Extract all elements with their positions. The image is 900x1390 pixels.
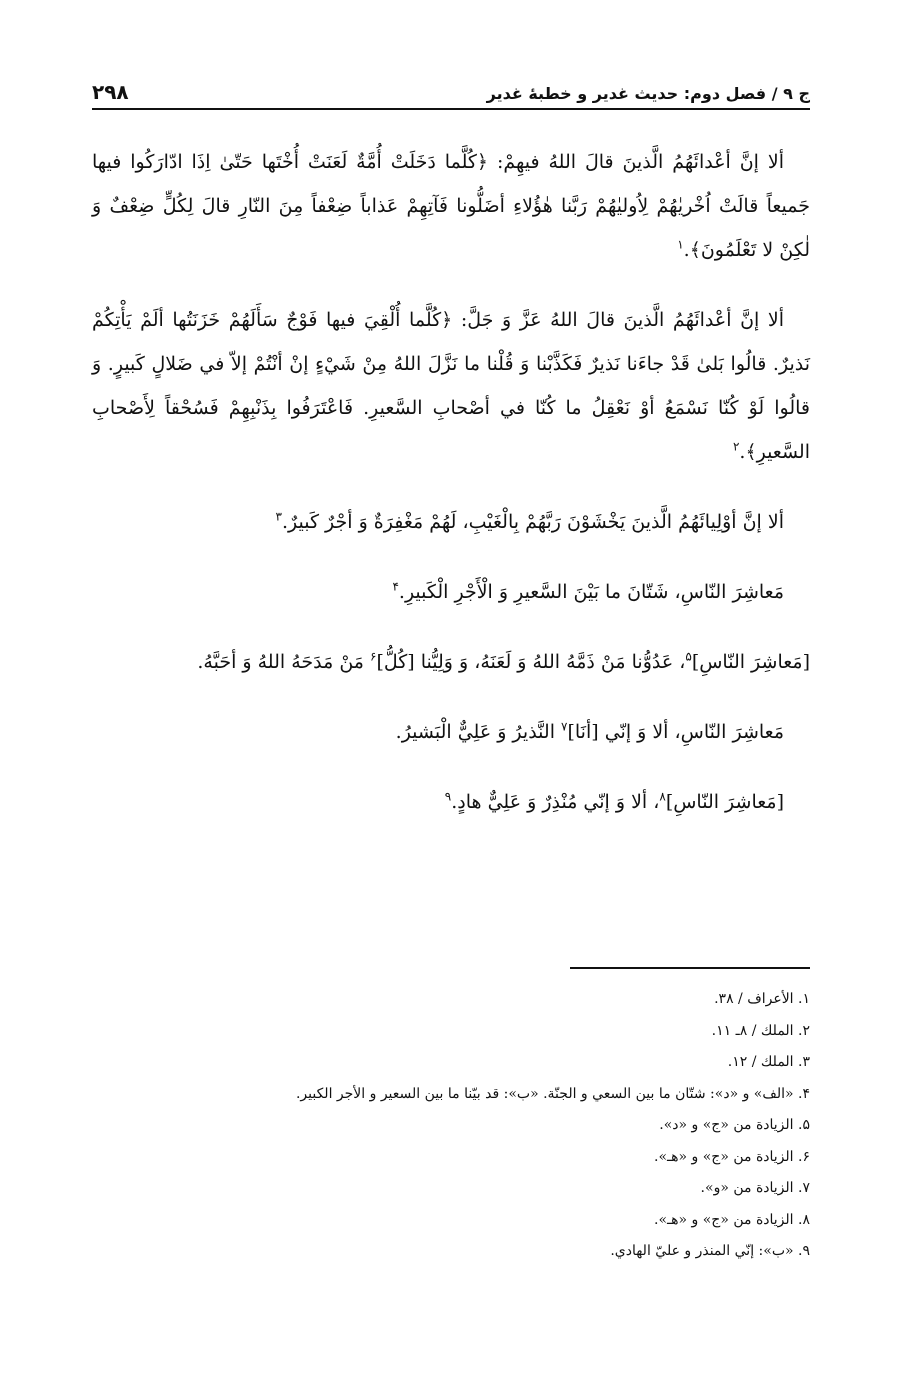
paragraph-5 xyxy=(92,640,810,684)
paragraph-2 xyxy=(92,298,810,474)
running-header xyxy=(92,70,810,110)
footnote-reference: ۵ xyxy=(685,649,692,664)
footnote: ۵. الزيادة من «ج» و «د». xyxy=(659,1117,810,1133)
paragraph-6 xyxy=(92,710,810,754)
page-number: ۲۹۸ xyxy=(92,80,129,104)
footnote: ٩. «ب»: إنّي المنذر و عليّ الهادي. xyxy=(610,1243,810,1259)
paragraph-text: مَعاشِرَ النّاسِ، شَتّانَ ما بَيْنَ السَّعيرِ وَ الْأَجْرِ الْكَبيرِ. xyxy=(398,581,784,603)
paragraph-text: ، عَدُوُّنا مَنْ ذَمَّهُ اللهُ وَ لَعَنَهُ، وَ وَلِيُّنا [كُلُّ] xyxy=(376,651,686,673)
footnote: ٨. الزيادة من «ج» و «هـ». xyxy=(654,1211,810,1228)
paragraph-text: [مَعاشِرَ النّاسِ] xyxy=(691,651,810,673)
footnote: ٢. الملك / ٨ـ ١١. xyxy=(711,1022,810,1039)
footnote-reference: ٢ xyxy=(732,439,740,454)
running-title: ج ۹ / فصل دوم: حديث غدير و خطبهٔ غدير xyxy=(486,84,810,103)
footnote-reference: ١ xyxy=(677,237,684,252)
footnote-reference: ٧ xyxy=(561,719,568,734)
footnote: ٣. الملك / ١٢. xyxy=(727,1054,810,1070)
footnote-reference: ٨ xyxy=(659,789,666,804)
paragraph-1 xyxy=(92,140,810,272)
footnote: ٧. الزيادة من «و». xyxy=(700,1180,810,1196)
footnote-reference: ٣ xyxy=(275,509,282,524)
footnote: ۴. «الف» و «د»: شتّان ما بين السعي و الجنّة. «ب»: قد بيّنا ما بين السعير و الأجر الكبير. xyxy=(295,1085,810,1102)
paragraph-4 xyxy=(92,570,810,614)
paragraph-text: مَعاشِرَ النّاسِ، ألا وَ إنّي [أنَا] xyxy=(567,721,784,743)
footnotes xyxy=(92,984,810,1268)
paragraph-text: ألا إنَّ أعْدائَهُمُ الَّذينَ قالَ اللهُ فيهِمْ: ﴿كُلَّما دَخَلَتْ أُمَّةٌ لَعَنَتْ أُخْتَها حَتّىٰ اِذَا ادّارَكُوا فيها جَميعاً قالَتْ اُخْريٰهُمْ لِاُوليٰهُمْ رَبَّنا هٰؤُلاءِ أضَلُّونا فَآتِهِمْ عَذاباً ضِعْفاً مِنَ النّارِ قالَ لِكُلٍّ ضِعْفٌ وَ لٰكِنْ لا تَعْلَمُونَ﴾. xyxy=(92,151,810,261)
paragraph-text: [مَعاشِرَ النّاسِ] xyxy=(665,791,784,813)
footnote-reference: ٩ xyxy=(444,789,452,804)
footnote-divider xyxy=(570,967,810,969)
paragraph-text: ، ألا وَ إنّي مُنْذِرٌ وَ عَلِيٌّ هادٍ. xyxy=(451,791,660,813)
footnote-reference: ۶ xyxy=(370,649,377,664)
paragraph-text: ألا إنَّ أوْلِيائَهُمُ الَّذينَ يَخْشَوْنَ رَبَّهُمْ بِالْغَيْبِ، لَهُمْ مَغْفِرَةٌ وَ أجْرٌ كَبيرٌ. xyxy=(281,511,784,533)
main-text xyxy=(92,140,810,850)
footnote: ١. الأعراف / ٣٨. xyxy=(714,991,810,1007)
footnote-reference: ۴ xyxy=(392,579,399,594)
book-page xyxy=(92,0,810,1390)
paragraph-text: ألا إنَّ أعْدائَهُمُ الَّذينَ قالَ اللهُ عَزَّ وَ جَلَّ: ﴿كُلَّما أُلْقِيَ فيها فَوْجٌ سَأَلَهُمْ خَزَنَتُها ألَمْ يَأْتِكُمْ نَذيرٌ. قالُوا بَلىٰ قَدْ جاءَنا نَذيرٌ فَكَذَّبْنا وَ قُلْنا ما نَزَّلَ اللهُ مِنْ شَيْ‌ءٍ إنْ أنْتُمْ إلاّ في ضَلالٍ كَبيرٍ. وَ قالُوا لَوْ كُنّا نَسْمَعُ أوْ نَعْقِلُ ما كُنّا في أصْحابِ السَّعيرِ. فَاعْتَرَفُوا بِذَنْبِهِمْ فَسُحْقاً لِأَصْحابِ السَّعيرِ﴾. xyxy=(92,309,810,463)
paragraph-7 xyxy=(92,780,810,824)
paragraph-text: النَّذيرُ وَ عَلِيٌّ الْبَشيرُ. xyxy=(395,721,562,743)
paragraph-3 xyxy=(92,500,810,544)
footnote: ۶. الزيادة من «ج» و «هـ». xyxy=(654,1148,810,1165)
paragraph-text: مَنْ مَدَحَهُ اللهُ وَ أحَبَّهُ. xyxy=(197,651,370,673)
